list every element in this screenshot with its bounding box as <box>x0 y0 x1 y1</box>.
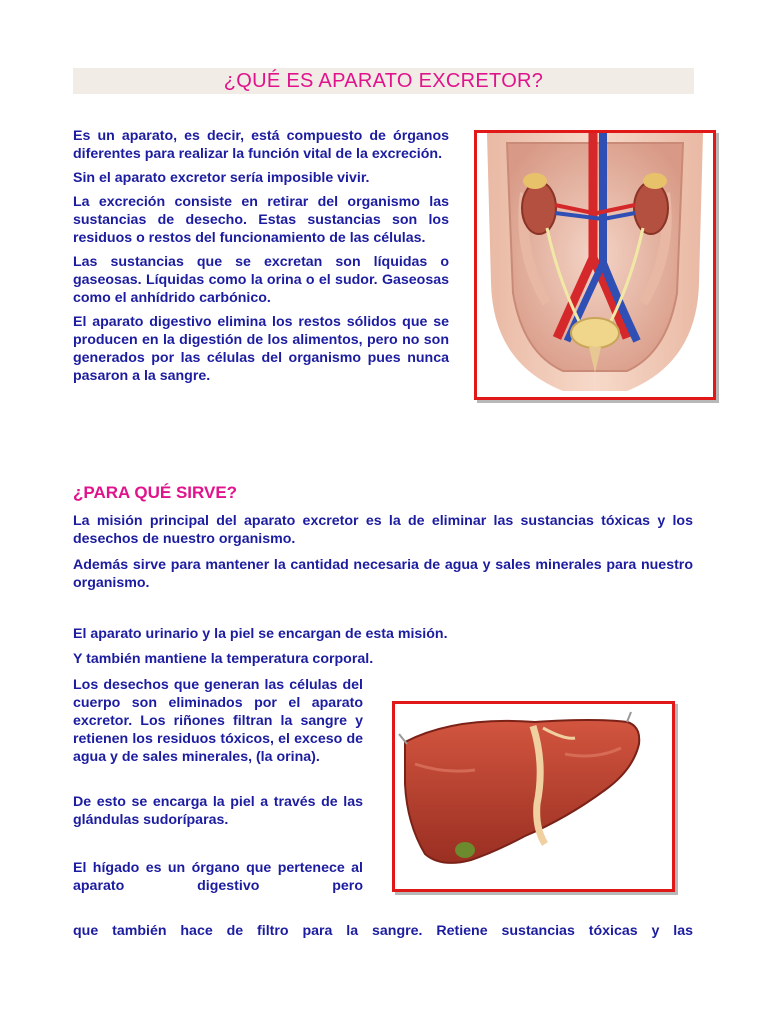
purpose-paragraph-3: El aparato urinario y la piel se encargan de esta misión. <box>73 626 448 642</box>
intro-paragraph-1: Es un aparato, es decir, está compuesto de órganos diferentes para realizar la función vital de la excreción. <box>73 128 449 162</box>
intro-paragraph-5: El aparato digestivo elimina los restos sólidos que se producen en la digestión de los alimentos, pero no son generados por las células del organismo pues nunca pasaron a la sangre. <box>73 314 449 384</box>
excretory-system-illustration <box>477 133 713 397</box>
purpose-paragraph-2: Además sirve para mantener la cantidad necesaria de agua y sales minerales para nuestro organismo. <box>73 557 693 591</box>
intro-paragraph-3: La excreción consiste en retirar del organismo las sustancias de desecho. Estas sustancias son los residuos o restos del funcionamiento de las células. <box>73 194 449 246</box>
intro-paragraph-4: Las sustancias que se excretan son líquidas o gaseosas. Líquidas como la orina o el sudor. Gaseosas como el anhídrido carbónico. <box>73 254 449 306</box>
liver-paragraph-continued: que también hace de filtro para la sangre. Retiene sustancias tóxicas y las <box>73 923 693 939</box>
excretory-system-image <box>474 130 716 400</box>
kidney-skin-column <box>73 676 363 895</box>
intro-column <box>73 127 449 391</box>
purpose-paragraph-4: Y también mantiene la temperatura corporal. <box>73 651 374 667</box>
page-title: ¿QUÉ ES APARATO EXCRETOR? <box>223 69 544 92</box>
intro-paragraph-2: Sin el aparato excretor sería imposible vivir. <box>73 170 370 186</box>
kidney-paragraph: Los desechos que generan las células del cuerpo son eliminados por el aparato excretor. Los riñones filtran la sangre y retienen los residuos tóxicos, el exceso de agua y de sales minerales, (la orina). <box>73 677 363 765</box>
title-banner <box>73 68 694 94</box>
purpose-paragraph-1: La misión principal del aparato excretor es la de eliminar las sustancias tóxicas y los desechos de nuestro organismo. <box>73 513 693 547</box>
liver-illustration <box>395 704 672 889</box>
liver-paragraph-start: El hígado es un órgano que pertenece al aparato digestivo pero <box>73 860 363 894</box>
liver-image <box>392 701 675 892</box>
section-heading-purpose: ¿PARA QUÉ SIRVE? <box>73 483 238 502</box>
skin-paragraph: De esto se encarga la piel a través de las glándulas sudoríparas. <box>73 794 363 828</box>
